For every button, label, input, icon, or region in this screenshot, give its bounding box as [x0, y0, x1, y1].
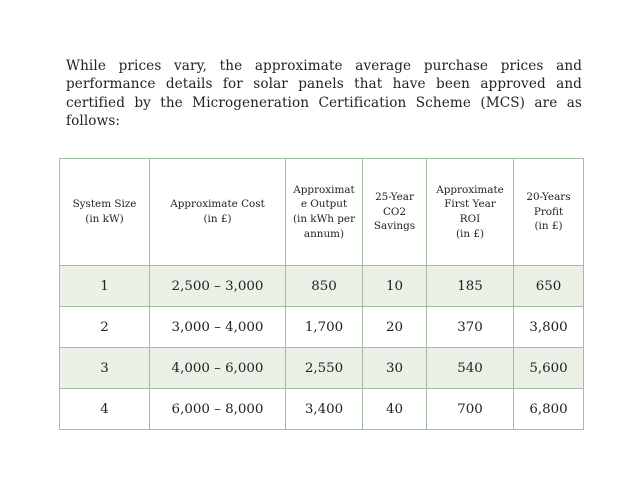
table-header-row — [60, 159, 584, 266]
cell-roi: 185 — [427, 266, 514, 307]
cell-profit: 650 — [514, 266, 584, 307]
cell-system-size: 2 — [60, 307, 150, 348]
header-system-size: System Size (in kW) — [60, 159, 150, 266]
header-20-year-profit: 20-Years Profit (in £) — [514, 159, 584, 266]
cell-cost: 4,000 – 6,000 — [150, 348, 286, 389]
table-row — [60, 389, 584, 430]
solar-panel-table — [59, 158, 584, 430]
header-first-year-roi: Approximate First Year ROI (in £) — [427, 159, 514, 266]
table-row — [60, 307, 584, 348]
cell-system-size: 1 — [60, 266, 150, 307]
table-row — [60, 266, 584, 307]
header-co2-savings: 25-Year CO2 Savings — [363, 159, 427, 266]
cell-co2-savings: 20 — [363, 307, 427, 348]
cell-cost: 6,000 – 8,000 — [150, 389, 286, 430]
cell-cost: 2,500 – 3,000 — [150, 266, 286, 307]
cell-co2-savings: 30 — [363, 348, 427, 389]
cell-profit: 6,800 — [514, 389, 584, 430]
cell-roi: 370 — [427, 307, 514, 348]
cell-profit: 3,800 — [514, 307, 584, 348]
cell-roi: 700 — [427, 389, 514, 430]
cell-co2-savings: 10 — [363, 266, 427, 307]
cell-system-size: 3 — [60, 348, 150, 389]
cell-co2-savings: 40 — [363, 389, 427, 430]
cell-roi: 540 — [427, 348, 514, 389]
cell-output: 1,700 — [286, 307, 363, 348]
cell-output: 850 — [286, 266, 363, 307]
header-approximate-cost: Approximate Cost (in £) — [150, 159, 286, 266]
cell-output: 2,550 — [286, 348, 363, 389]
cell-output: 3,400 — [286, 389, 363, 430]
cell-cost: 3,000 – 4,000 — [150, 307, 286, 348]
intro-paragraph: While prices vary, the approximate average purchase prices and performance details for solar panels that have been approved and certified by the Microgeneration Certification Scheme (MCS) are as follows: — [66, 57, 582, 130]
table-row — [60, 348, 584, 389]
header-approximate-output: Approximat e Output (in kWh per annum) — [286, 159, 363, 266]
cell-profit: 5,600 — [514, 348, 584, 389]
cell-system-size: 4 — [60, 389, 150, 430]
